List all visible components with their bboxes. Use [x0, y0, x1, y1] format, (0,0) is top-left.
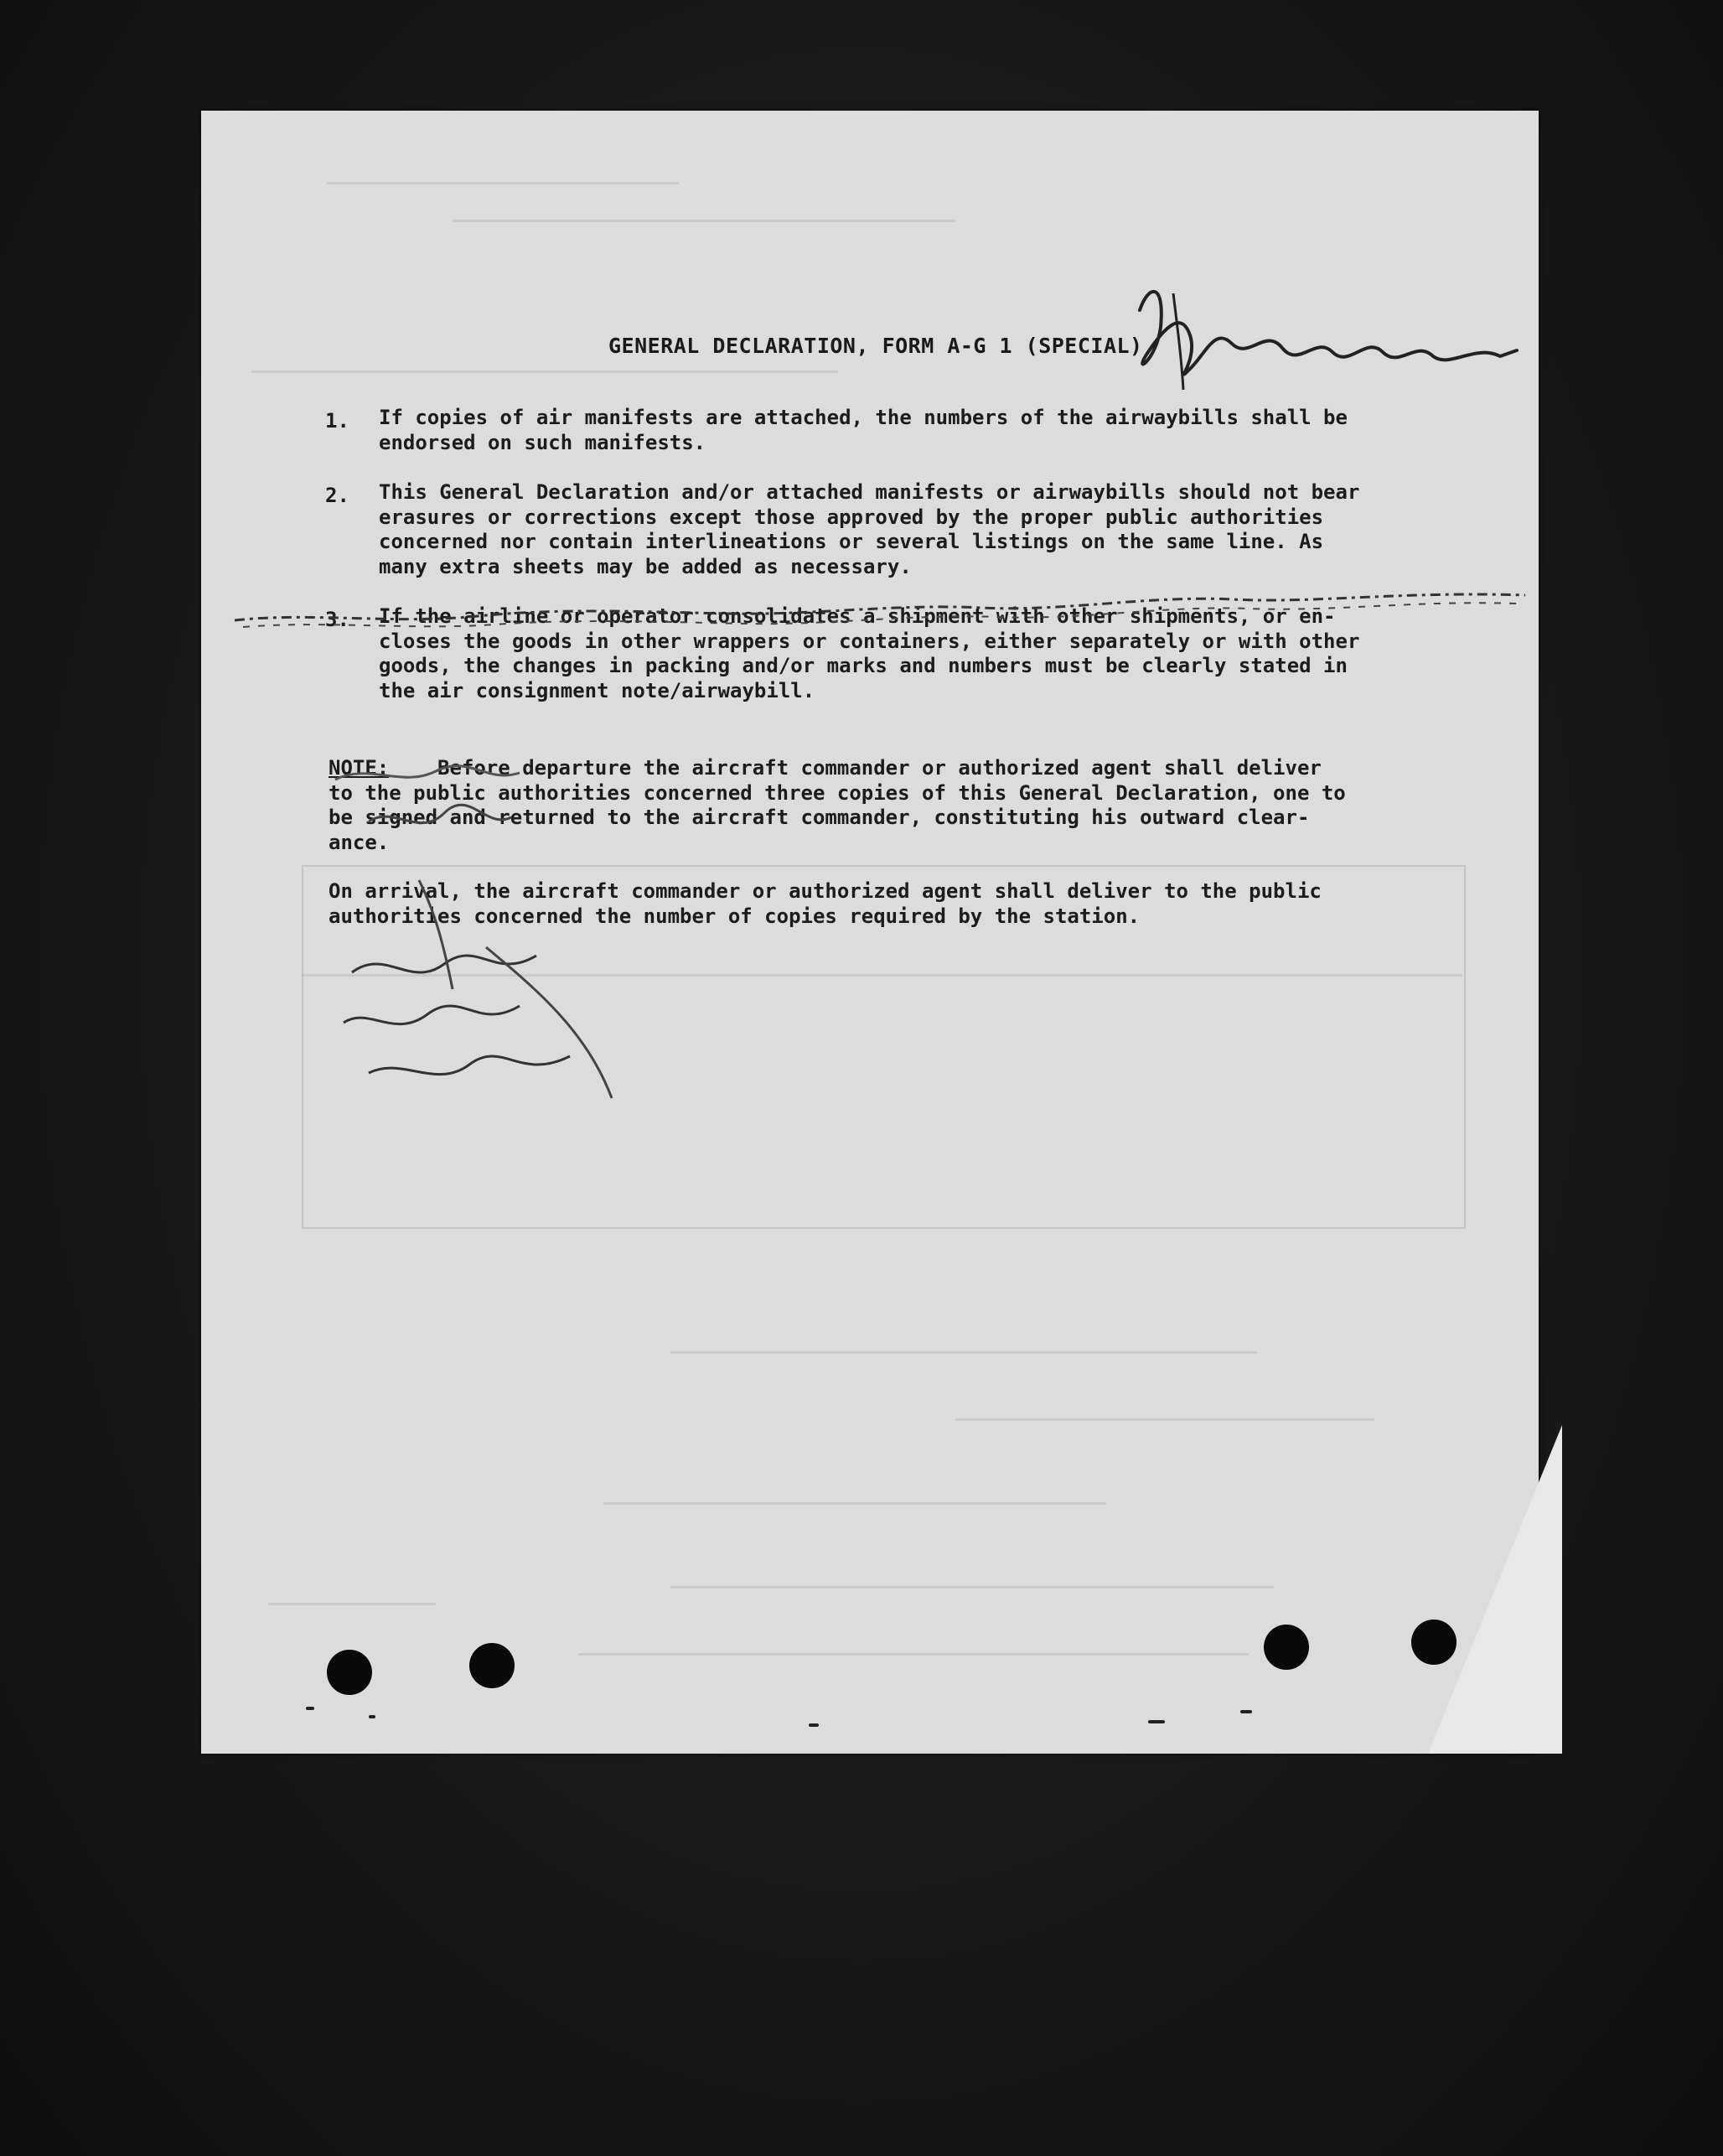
- punch-hole-1: [327, 1650, 372, 1695]
- note-line-3: be signed and returned to the aircraft commander, constituting his outward clear-: [329, 806, 1310, 829]
- item-2-line-3: concerned nor contain interlineations or several listings on the same line. As: [379, 530, 1324, 553]
- ink-speck: [306, 1707, 314, 1710]
- item-2-line-1: This General Declaration and/or attached manifests or airwaybills should not bear: [379, 480, 1360, 504]
- arrival-line-1: On arrival, the aircraft commander or authorized agent shall deliver to the public: [329, 879, 1322, 903]
- item-3-line-4: the air consignment note/airwaybill.: [379, 678, 815, 702]
- item-3-line-1: If the airline or operator consolidates a shipment with other shipments, or en-: [379, 604, 1336, 628]
- item-3-line-3: goods, the changes in packing and/or marks and numbers must be clearly stated in: [379, 654, 1348, 677]
- item-3-line-2: closes the goods in other wrappers or containers, either separately or with other: [379, 629, 1360, 653]
- handwritten-signature: [1123, 277, 1542, 402]
- item-number-1: 1.: [325, 409, 349, 433]
- item-text-2: [379, 480, 1435, 579]
- note-label: NOTE:: [329, 756, 390, 780]
- item-2-line-4: many extra sheets may be added as necessary.: [379, 554, 912, 578]
- item-number-2: 2.: [325, 484, 349, 507]
- item-1-line-1: If copies of air manifests are attached, the numbers of the airwaybills shall be: [379, 406, 1348, 429]
- item-1-line-2: endorsed on such manifests.: [379, 430, 706, 454]
- punch-hole-3: [1264, 1625, 1309, 1670]
- ink-speck: [1240, 1710, 1252, 1713]
- item-number-3: 3.: [325, 608, 349, 631]
- punch-hole-2: [469, 1643, 515, 1688]
- handwritten-notes: [318, 671, 704, 1190]
- ink-speck: [369, 1715, 375, 1718]
- ink-speck: [1148, 1720, 1165, 1723]
- punch-hole-4: [1411, 1620, 1457, 1665]
- note-line-2: to the public authorities concerned three copies of this General Declaration, one to: [329, 780, 1346, 805]
- page-title: GENERAL DECLARATION, FORM A-G 1 (SPECIAL): [608, 334, 1143, 358]
- arrival-line-2: authorities concerned the number of copies required by the station.: [329, 904, 1141, 928]
- item-text-1: [379, 406, 1435, 455]
- note-line-1: Before departure the aircraft commander or authorized agent shall deliver: [437, 756, 1322, 780]
- folded-corner: [1428, 1425, 1562, 1754]
- ink-speck: [809, 1723, 819, 1727]
- note-line-4: ance.: [329, 830, 390, 854]
- handwritten-annotation-line: [226, 578, 1534, 645]
- item-2-line-2: erasures or corrections except those approved by the proper public authorities: [379, 505, 1324, 529]
